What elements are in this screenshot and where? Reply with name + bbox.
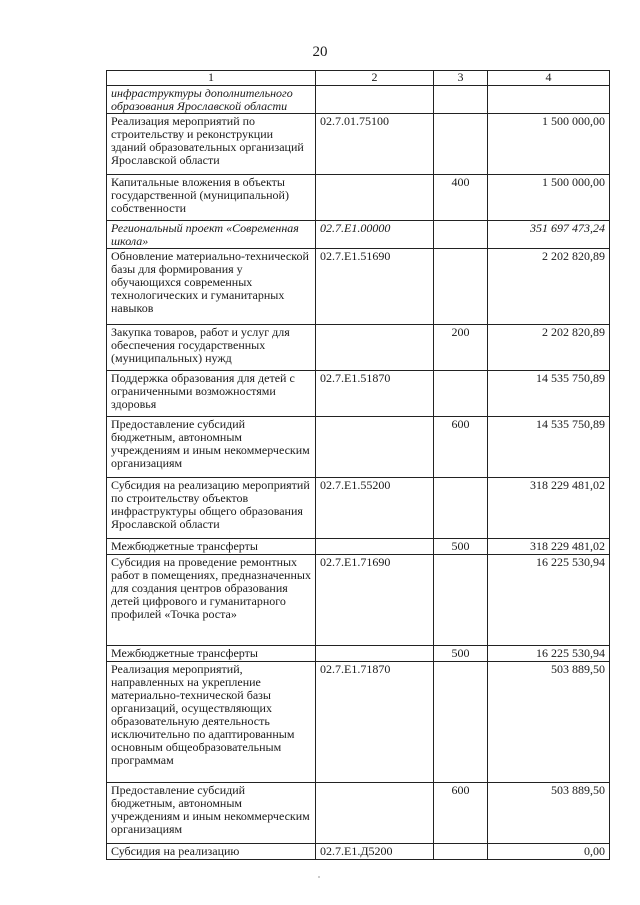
expense-type: [434, 86, 488, 114]
table-row: [107, 783, 610, 844]
item-name: Субсидия на реализацию мероприятий по строительству объектов инфраструктуры общего образования Ярославской области: [107, 478, 316, 539]
expense-type: [434, 662, 488, 783]
table-row: [107, 325, 610, 371]
target-code: 02.7.E1.Д5200: [316, 844, 434, 860]
table-row: [107, 175, 610, 221]
target-code: 02.7.E1.71870: [316, 662, 434, 783]
expense-type: 500: [434, 646, 488, 662]
column-number: 3: [434, 71, 488, 86]
item-name: Межбюджетные трансферты: [107, 646, 316, 662]
table-row: [107, 555, 610, 646]
table-row: [107, 114, 610, 175]
expense-type: [434, 114, 488, 175]
expense-type: 500: [434, 539, 488, 555]
target-code: [316, 646, 434, 662]
table-row: [107, 86, 610, 114]
target-code: 02.7.E1.51870: [316, 371, 434, 417]
amount: 2 202 820,89: [488, 249, 610, 325]
amount: [488, 86, 610, 114]
table-row: [107, 844, 610, 860]
amount: 2 202 820,89: [488, 325, 610, 371]
expense-type: [434, 221, 488, 249]
item-name: Обновление материально-технической базы для формирования у обучающихся современных технологических и гуманитарных навыков: [107, 249, 316, 325]
table-row: [107, 221, 610, 249]
amount: 351 697 473,24: [488, 221, 610, 249]
amount: 1 500 000,00: [488, 175, 610, 221]
item-name: Реализация мероприятий по строительству и реконструкции зданий образовательных организаций Ярославской области: [107, 114, 316, 175]
table-row: [107, 371, 610, 417]
item-name: Реализация мероприятий, направленных на укрепление материально-технической базы организаций, осуществляющих образовательную деятельность исключительно по адаптированным основным общеобразовательным программам: [107, 662, 316, 783]
expense-type: 600: [434, 783, 488, 844]
amount: 503 889,50: [488, 662, 610, 783]
table-body: [107, 86, 610, 860]
target-code: [316, 539, 434, 555]
expense-type: 600: [434, 417, 488, 478]
item-name: Региональный проект «Современная школа»: [107, 221, 316, 249]
budget-table: [106, 70, 610, 860]
expense-type: 200: [434, 325, 488, 371]
target-code: 02.7.E1.55200: [316, 478, 434, 539]
target-code: 02.7.E1.51690: [316, 249, 434, 325]
scan-artifact: [318, 876, 320, 878]
amount: 0,00: [488, 844, 610, 860]
table-row: [107, 539, 610, 555]
target-code: 02.7.01.75100: [316, 114, 434, 175]
amount: 318 229 481,02: [488, 539, 610, 555]
expense-type: [434, 844, 488, 860]
target-code: [316, 175, 434, 221]
expense-type: [434, 249, 488, 325]
item-name: Субсидия на проведение ремонтных работ в помещениях, предназначенных для создания центров образования детей цифрового и гуманитарного профилей «Точка роста»: [107, 555, 316, 646]
target-code: 02.7.E1.00000: [316, 221, 434, 249]
column-number: 2: [316, 71, 434, 86]
table-row: [107, 646, 610, 662]
amount: 1 500 000,00: [488, 114, 610, 175]
item-name: Закупка товаров, работ и услуг для обеспечения государственных (муниципальных) нужд: [107, 325, 316, 371]
amount: 503 889,50: [488, 783, 610, 844]
page-number: 20: [312, 44, 328, 60]
column-number-row: [107, 71, 610, 86]
item-name: инфраструктуры дополнительного образования Ярославской области: [107, 86, 316, 114]
expense-type: [434, 555, 488, 646]
target-code: [316, 417, 434, 478]
expense-type: [434, 478, 488, 539]
table-row: [107, 249, 610, 325]
amount: 14 535 750,89: [488, 371, 610, 417]
table-row: [107, 417, 610, 478]
column-number: 4: [488, 71, 610, 86]
expense-type: 400: [434, 175, 488, 221]
item-name: Предоставление субсидий бюджетным, автономным учреждениям и иным некоммерческим организациям: [107, 417, 316, 478]
target-code: [316, 86, 434, 114]
item-name: Поддержка образования для детей с ограниченными возможностями здоровья: [107, 371, 316, 417]
column-number: 1: [107, 71, 316, 86]
expense-type: [434, 371, 488, 417]
item-name: Межбюджетные трансферты: [107, 539, 316, 555]
item-name: Субсидия на реализацию: [107, 844, 316, 860]
table-row: [107, 662, 610, 783]
target-code: [316, 325, 434, 371]
target-code: 02.7.E1.71690: [316, 555, 434, 646]
amount: 14 535 750,89: [488, 417, 610, 478]
target-code: [316, 783, 434, 844]
amount: 318 229 481,02: [488, 478, 610, 539]
item-name: Предоставление субсидий бюджетным, автономным учреждениям и иным некоммерческим организациям: [107, 783, 316, 844]
amount: 16 225 530,94: [488, 646, 610, 662]
item-name: Капитальные вложения в объекты государственной (муниципальной) собственности: [107, 175, 316, 221]
amount: 16 225 530,94: [488, 555, 610, 646]
table-row: [107, 478, 610, 539]
